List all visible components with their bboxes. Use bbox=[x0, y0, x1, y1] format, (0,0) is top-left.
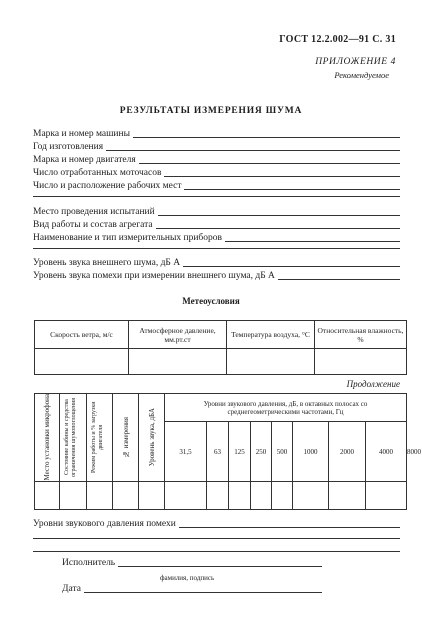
document-title: РЕЗУЛЬТАТЫ ИЗМЕРЕНИЯ ШУМА bbox=[119, 106, 303, 116]
field-label: Марка и номер двигателя bbox=[33, 155, 136, 165]
continuation-label: Продолжение bbox=[346, 379, 400, 389]
blank-line bbox=[33, 538, 400, 539]
field-label: Число и расположение рабочих мест bbox=[33, 181, 182, 191]
freq-4000: 4000 bbox=[366, 422, 407, 481]
noise-cell bbox=[329, 481, 366, 509]
meteo-cell bbox=[129, 349, 227, 375]
noise-cell bbox=[35, 481, 60, 509]
noise-cell bbox=[87, 481, 113, 509]
fill-line bbox=[158, 215, 400, 216]
field-engine-brand bbox=[33, 154, 400, 166]
signature-caption: фамилия, подпись bbox=[160, 574, 215, 582]
fill-line bbox=[133, 137, 400, 138]
meteo-header-temperature: Температура воздуха, °С bbox=[227, 321, 315, 349]
fill-line bbox=[183, 266, 400, 267]
fill-line bbox=[139, 163, 400, 164]
noise-cell bbox=[113, 481, 139, 509]
meteo-cell bbox=[315, 349, 407, 375]
meteo-cell bbox=[227, 349, 315, 375]
freq-31-5: 31,5 bbox=[165, 422, 207, 481]
noise-header-measurement-no bbox=[113, 394, 139, 482]
noise-cell bbox=[207, 481, 229, 509]
fill-line bbox=[184, 189, 400, 190]
field-executor bbox=[62, 557, 322, 569]
freq-63: 63 bbox=[207, 422, 229, 481]
vertical-header-text: Уровень звука, дБА bbox=[147, 408, 156, 467]
noise-header-cabin-state bbox=[60, 394, 87, 482]
gost-header: ГОСТ 12.2.002—91 С. 31 bbox=[279, 34, 396, 45]
freq-500: 500 bbox=[272, 422, 293, 481]
field-label: Число отработанных моточасов bbox=[33, 168, 162, 178]
field-label: Марка и номер машины bbox=[33, 129, 130, 139]
noise-cell bbox=[366, 481, 407, 509]
field-work-type bbox=[33, 219, 400, 231]
field-label: Дата bbox=[62, 584, 81, 594]
field-label: Уровень звука помехи при измерении внешнего шума, дБ А bbox=[33, 271, 275, 281]
vertical-header-text: Состояние кабины и средства ограничения шумопоглощения bbox=[64, 397, 77, 477]
noise-cell bbox=[293, 481, 329, 509]
blank-line bbox=[33, 196, 400, 197]
noise-header-sound-level bbox=[139, 394, 165, 482]
field-workplaces bbox=[33, 180, 400, 192]
fill-line bbox=[179, 527, 400, 528]
field-machine-brand bbox=[33, 128, 400, 140]
field-interference-noise bbox=[33, 270, 400, 282]
meteo-title: Метеоусловия bbox=[182, 296, 240, 306]
field-label: Наименование и тип измерительных приборов bbox=[33, 233, 222, 243]
field-label: Исполнитель bbox=[62, 558, 116, 568]
noise-cell bbox=[60, 481, 87, 509]
vertical-header-text: Место установки микрофона bbox=[43, 394, 51, 481]
field-label: Место проведения испытаний bbox=[33, 207, 155, 217]
field-pressure-levels bbox=[33, 518, 400, 530]
noise-table: Место установки микрофона Состояние кабины и средства ограничения шумопоглощения Режим работы и % загрузки двигателя № измерения Уровень звука, дБА Уровни звукового давления, дБ, в октавных полосах со среднегеометрическими частотами, Гц 31,5 63 125 250 500 1000 2000 4000 8000 bbox=[34, 393, 407, 510]
fill-line bbox=[278, 279, 400, 280]
field-external-noise bbox=[33, 257, 400, 269]
field-label: Уровень звука внешнего шума, дБ А bbox=[33, 258, 181, 268]
appendix-label: ПРИЛОЖЕНИЕ 4 bbox=[315, 57, 396, 67]
fill-line bbox=[225, 241, 400, 242]
noise-header-frequencies: Уровни звукового давления, дБ, в октавных полосах со среднегеометрическими частотами, Гц bbox=[165, 394, 407, 422]
field-instruments bbox=[33, 232, 400, 244]
recommended-label: Рекомендуемое bbox=[334, 70, 389, 80]
blank-line bbox=[33, 248, 400, 249]
noise-header-mic-place bbox=[35, 394, 60, 482]
noise-header-work-mode bbox=[87, 394, 113, 482]
noise-cell bbox=[165, 481, 207, 509]
field-test-place bbox=[33, 206, 400, 218]
meteo-header-wind: Скорость ветра, м/с bbox=[35, 321, 129, 349]
vertical-header-text: № измерения bbox=[121, 416, 130, 458]
field-engine-hours bbox=[33, 167, 400, 179]
freq-250: 250 bbox=[251, 422, 272, 481]
meteo-header-humidity: Относительная влажность, % bbox=[315, 321, 407, 349]
freq-125: 125 bbox=[229, 422, 251, 481]
noise-cell bbox=[229, 481, 251, 509]
field-manufacture-year bbox=[33, 141, 400, 153]
fill-line bbox=[84, 592, 322, 593]
vertical-header-text: Режим работы и % загрузки двигателя bbox=[90, 401, 104, 473]
noise-cell bbox=[272, 481, 293, 509]
freq-1000: 1000 bbox=[293, 422, 329, 481]
noise-cell bbox=[139, 481, 165, 509]
field-label: Вид работы и состав агрегата bbox=[33, 220, 153, 230]
meteo-cell bbox=[35, 349, 129, 375]
field-label: Уровни звукового давления помехи bbox=[33, 519, 176, 529]
meteo-table bbox=[34, 320, 407, 375]
fill-line bbox=[118, 566, 322, 567]
fill-line bbox=[156, 228, 400, 229]
noise-cell bbox=[251, 481, 272, 509]
blank-line bbox=[33, 551, 400, 552]
meteo-header-pressure: Атмосферное давление, мм.рт.ст bbox=[129, 321, 227, 349]
freq-2000: 2000 bbox=[329, 422, 366, 481]
fill-line bbox=[106, 150, 400, 151]
fill-line bbox=[164, 176, 400, 177]
field-date bbox=[62, 583, 322, 595]
field-label: Год изготовления bbox=[33, 142, 104, 152]
